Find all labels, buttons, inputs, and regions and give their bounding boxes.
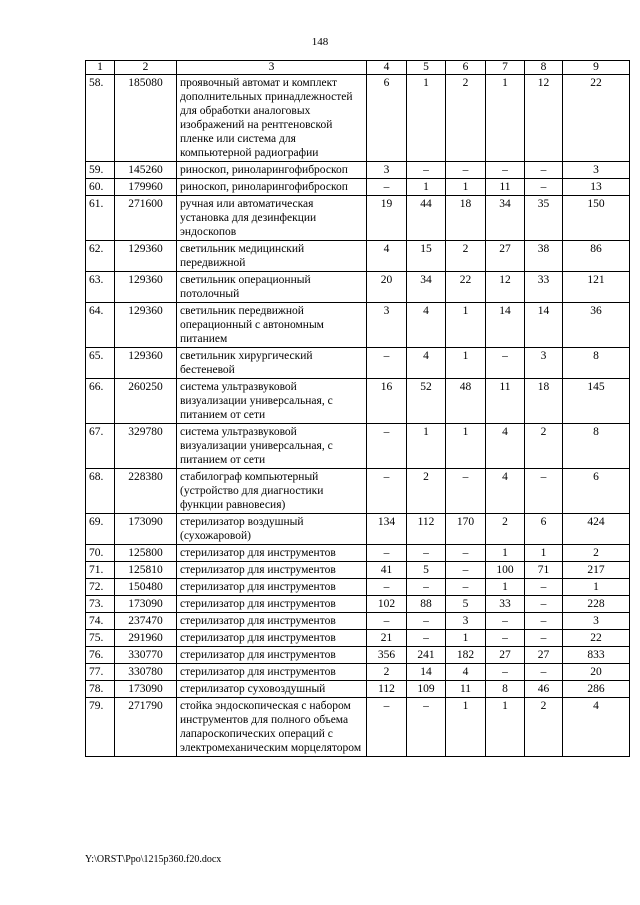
value-col-5: 88	[407, 596, 446, 613]
value-col-8: –	[525, 579, 563, 596]
item-code: 237470	[115, 613, 177, 630]
value-col-5: 34	[407, 272, 446, 303]
page-number: 148	[311, 36, 329, 48]
value-col-4: 16	[367, 379, 407, 424]
header-cell: 1	[86, 61, 115, 75]
item-code: 129360	[115, 348, 177, 379]
value-col-6: 11	[446, 681, 486, 698]
value-col-4: –	[367, 698, 407, 757]
total-col-9: 145	[563, 379, 630, 424]
table-body	[86, 75, 630, 757]
item-name: ручная или автоматическая установка для дезинфекции эндоскопов	[177, 196, 367, 241]
item-name: стерилизатор воздушный (сухожаровой)	[177, 514, 367, 545]
value-col-5: 1	[407, 424, 446, 469]
value-col-7: –	[486, 630, 525, 647]
row-number: 79.	[86, 698, 115, 757]
value-col-6: 1	[446, 424, 486, 469]
total-col-9: 6	[563, 469, 630, 514]
total-col-9: 150	[563, 196, 630, 241]
item-code: 150480	[115, 579, 177, 596]
value-col-6: 170	[446, 514, 486, 545]
table-row	[86, 681, 630, 698]
row-number: 78.	[86, 681, 115, 698]
table-row	[86, 647, 630, 664]
item-code: 179960	[115, 179, 177, 196]
item-name: проявочный автомат и комплект дополнительных принадлежностей для обработки аналоговых изображений на рентгеновской пленке или система для компьютерной радиографии	[177, 75, 367, 162]
item-name: стерилизатор для инструментов	[177, 647, 367, 664]
item-code: 291960	[115, 630, 177, 647]
value-col-8: –	[525, 162, 563, 179]
total-col-9: 217	[563, 562, 630, 579]
value-col-8: 14	[525, 303, 563, 348]
item-code: 329780	[115, 424, 177, 469]
value-col-4: –	[367, 545, 407, 562]
value-col-7: –	[486, 348, 525, 379]
value-col-8: –	[525, 613, 563, 630]
value-col-8: 71	[525, 562, 563, 579]
row-number: 70.	[86, 545, 115, 562]
header-cell: 9	[563, 61, 630, 75]
value-col-8: 46	[525, 681, 563, 698]
value-col-8: –	[525, 179, 563, 196]
value-col-5: –	[407, 579, 446, 596]
row-number: 69.	[86, 514, 115, 545]
value-col-5: 1	[407, 75, 446, 162]
value-col-5: 5	[407, 562, 446, 579]
item-code: 173090	[115, 681, 177, 698]
value-col-7: –	[486, 664, 525, 681]
value-col-7: 2	[486, 514, 525, 545]
item-name: стерилизатор для инструментов	[177, 579, 367, 596]
header-cell: 7	[486, 61, 525, 75]
table-row	[86, 514, 630, 545]
value-col-8: 33	[525, 272, 563, 303]
header-cell: 2	[115, 61, 177, 75]
item-code: 271790	[115, 698, 177, 757]
item-name: стерилизатор суховоздушный	[177, 681, 367, 698]
value-col-4: –	[367, 613, 407, 630]
value-col-8: –	[525, 596, 563, 613]
value-col-8: 2	[525, 424, 563, 469]
row-number: 60.	[86, 179, 115, 196]
value-col-7: –	[486, 162, 525, 179]
item-code: 125810	[115, 562, 177, 579]
item-name: система ультразвуковой визуализации универсальная, с питанием от сети	[177, 379, 367, 424]
value-col-5: 4	[407, 348, 446, 379]
table-row	[86, 664, 630, 681]
table-row	[86, 272, 630, 303]
value-col-6: 3	[446, 613, 486, 630]
equipment-table	[85, 60, 630, 757]
total-col-9: 286	[563, 681, 630, 698]
table-row	[86, 579, 630, 596]
value-col-8: 18	[525, 379, 563, 424]
table-row	[86, 179, 630, 196]
row-number: 61.	[86, 196, 115, 241]
value-col-5: –	[407, 545, 446, 562]
value-col-4: 102	[367, 596, 407, 613]
value-col-6: 5	[446, 596, 486, 613]
value-col-4: 20	[367, 272, 407, 303]
value-col-5: 241	[407, 647, 446, 664]
row-number: 77.	[86, 664, 115, 681]
value-col-8: 3	[525, 348, 563, 379]
value-col-4: 6	[367, 75, 407, 162]
value-col-6: –	[446, 162, 486, 179]
value-col-4: 41	[367, 562, 407, 579]
value-col-8: –	[525, 664, 563, 681]
row-number: 65.	[86, 348, 115, 379]
total-col-9: 3	[563, 613, 630, 630]
item-code: 173090	[115, 514, 177, 545]
value-col-6: 1	[446, 698, 486, 757]
value-col-4: –	[367, 579, 407, 596]
row-number: 66.	[86, 379, 115, 424]
value-col-7: 34	[486, 196, 525, 241]
value-col-4: 112	[367, 681, 407, 698]
item-name: стабилограф компьютерный (устройство для диагностики функции равновесия)	[177, 469, 367, 514]
row-number: 73.	[86, 596, 115, 613]
table-row	[86, 162, 630, 179]
value-col-6: –	[446, 579, 486, 596]
header-cell: 8	[525, 61, 563, 75]
value-col-4: 3	[367, 303, 407, 348]
header-row	[86, 61, 630, 75]
value-col-5: 112	[407, 514, 446, 545]
header-cell: 5	[407, 61, 446, 75]
table-row	[86, 469, 630, 514]
value-col-8: 2	[525, 698, 563, 757]
value-col-7: 12	[486, 272, 525, 303]
value-col-7: –	[486, 613, 525, 630]
row-number: 71.	[86, 562, 115, 579]
value-col-4: 2	[367, 664, 407, 681]
table-row	[86, 196, 630, 241]
header-cell: 4	[367, 61, 407, 75]
value-col-8: 6	[525, 514, 563, 545]
value-col-4: 134	[367, 514, 407, 545]
item-code: 129360	[115, 272, 177, 303]
value-col-5: 14	[407, 664, 446, 681]
value-col-6: 48	[446, 379, 486, 424]
item-name: стерилизатор для инструментов	[177, 545, 367, 562]
table-row	[86, 630, 630, 647]
value-col-5: 15	[407, 241, 446, 272]
item-code: 173090	[115, 596, 177, 613]
table-row	[86, 348, 630, 379]
value-col-4: –	[367, 424, 407, 469]
value-col-8: 27	[525, 647, 563, 664]
table-row	[86, 379, 630, 424]
table-row	[86, 613, 630, 630]
item-name: светильник операционный потолочный	[177, 272, 367, 303]
total-col-9: 833	[563, 647, 630, 664]
value-col-7: 27	[486, 647, 525, 664]
value-col-7: 11	[486, 379, 525, 424]
value-col-6: 2	[446, 75, 486, 162]
item-name: стерилизатор для инструментов	[177, 630, 367, 647]
value-col-6: –	[446, 545, 486, 562]
total-col-9: 22	[563, 75, 630, 162]
total-col-9: 86	[563, 241, 630, 272]
item-code: 228380	[115, 469, 177, 514]
value-col-8: 35	[525, 196, 563, 241]
value-col-7: 27	[486, 241, 525, 272]
total-col-9: 20	[563, 664, 630, 681]
value-col-6: 182	[446, 647, 486, 664]
row-number: 72.	[86, 579, 115, 596]
total-col-9: 3	[563, 162, 630, 179]
value-col-6: 1	[446, 179, 486, 196]
total-col-9: 1	[563, 579, 630, 596]
footer-file-path: Y:\ORST\Ppo\1215p360.f20.docx	[85, 854, 222, 865]
value-col-6: 1	[446, 630, 486, 647]
item-name: стерилизатор для инструментов	[177, 562, 367, 579]
total-col-9: 22	[563, 630, 630, 647]
value-col-8: 12	[525, 75, 563, 162]
value-col-5: –	[407, 630, 446, 647]
item-code: 185080	[115, 75, 177, 162]
value-col-7: 1	[486, 579, 525, 596]
table-row	[86, 75, 630, 162]
value-col-7: 14	[486, 303, 525, 348]
value-col-4: –	[367, 179, 407, 196]
value-col-7: 33	[486, 596, 525, 613]
row-number: 68.	[86, 469, 115, 514]
value-col-4: 19	[367, 196, 407, 241]
value-col-5: 2	[407, 469, 446, 514]
table-row	[86, 303, 630, 348]
value-col-6: 22	[446, 272, 486, 303]
row-number: 58.	[86, 75, 115, 162]
value-col-6: 4	[446, 664, 486, 681]
value-col-8: –	[525, 630, 563, 647]
item-name: риноскоп, риноларингофиброскоп	[177, 179, 367, 196]
value-col-6: –	[446, 469, 486, 514]
value-col-5: 4	[407, 303, 446, 348]
value-col-7: 4	[486, 469, 525, 514]
total-col-9: 8	[563, 424, 630, 469]
value-col-7: 1	[486, 545, 525, 562]
value-col-7: 8	[486, 681, 525, 698]
item-name: светильник передвижной операционный с автономным питанием	[177, 303, 367, 348]
table-row	[86, 698, 630, 757]
total-col-9: 2	[563, 545, 630, 562]
value-col-4: 356	[367, 647, 407, 664]
total-col-9: 228	[563, 596, 630, 613]
header-cell: 3	[177, 61, 367, 75]
value-col-4: –	[367, 469, 407, 514]
item-code: 145260	[115, 162, 177, 179]
value-col-4: 3	[367, 162, 407, 179]
value-col-5: –	[407, 613, 446, 630]
table-row	[86, 596, 630, 613]
item-code: 125800	[115, 545, 177, 562]
row-number: 59.	[86, 162, 115, 179]
table-row	[86, 562, 630, 579]
value-col-7: 11	[486, 179, 525, 196]
total-col-9: 13	[563, 179, 630, 196]
value-col-4: 21	[367, 630, 407, 647]
value-col-6: 18	[446, 196, 486, 241]
value-col-4: –	[367, 348, 407, 379]
value-col-8: 1	[525, 545, 563, 562]
value-col-7: 100	[486, 562, 525, 579]
value-col-6: 1	[446, 303, 486, 348]
value-col-5: –	[407, 698, 446, 757]
item-code: 330770	[115, 647, 177, 664]
value-col-7: 4	[486, 424, 525, 469]
row-number: 75.	[86, 630, 115, 647]
value-col-5: –	[407, 162, 446, 179]
row-number: 67.	[86, 424, 115, 469]
value-col-8: –	[525, 469, 563, 514]
total-col-9: 4	[563, 698, 630, 757]
item-name: светильник медицинский передвижной	[177, 241, 367, 272]
value-col-6: –	[446, 562, 486, 579]
value-col-6: 2	[446, 241, 486, 272]
value-col-5: 52	[407, 379, 446, 424]
value-col-4: 4	[367, 241, 407, 272]
table-row	[86, 424, 630, 469]
value-col-6: 1	[446, 348, 486, 379]
row-number: 62.	[86, 241, 115, 272]
total-col-9: 36	[563, 303, 630, 348]
item-code: 129360	[115, 241, 177, 272]
table-row	[86, 241, 630, 272]
item-name: стерилизатор для инструментов	[177, 664, 367, 681]
item-name: стойка эндоскопическая с набором инструментов для полного объема лапароскопических операций с электромеханическим морцелятором	[177, 698, 367, 757]
row-number: 74.	[86, 613, 115, 630]
row-number: 76.	[86, 647, 115, 664]
item-name: светильник хирургический бестеневой	[177, 348, 367, 379]
value-col-5: 1	[407, 179, 446, 196]
header-cell: 6	[446, 61, 486, 75]
total-col-9: 424	[563, 514, 630, 545]
item-code: 330780	[115, 664, 177, 681]
value-col-8: 38	[525, 241, 563, 272]
total-col-9: 121	[563, 272, 630, 303]
value-col-7: 1	[486, 698, 525, 757]
item-code: 129360	[115, 303, 177, 348]
row-number: 64.	[86, 303, 115, 348]
value-col-7: 1	[486, 75, 525, 162]
item-name: стерилизатор для инструментов	[177, 613, 367, 630]
value-col-5: 109	[407, 681, 446, 698]
item-code: 260250	[115, 379, 177, 424]
item-name: риноскоп, риноларингофиброскоп	[177, 162, 367, 179]
table-row	[86, 545, 630, 562]
total-col-9: 8	[563, 348, 630, 379]
item-code: 271600	[115, 196, 177, 241]
value-col-5: 44	[407, 196, 446, 241]
item-name: система ультразвуковой визуализации универсальная, с питанием от сети	[177, 424, 367, 469]
item-name: стерилизатор для инструментов	[177, 596, 367, 613]
row-number: 63.	[86, 272, 115, 303]
